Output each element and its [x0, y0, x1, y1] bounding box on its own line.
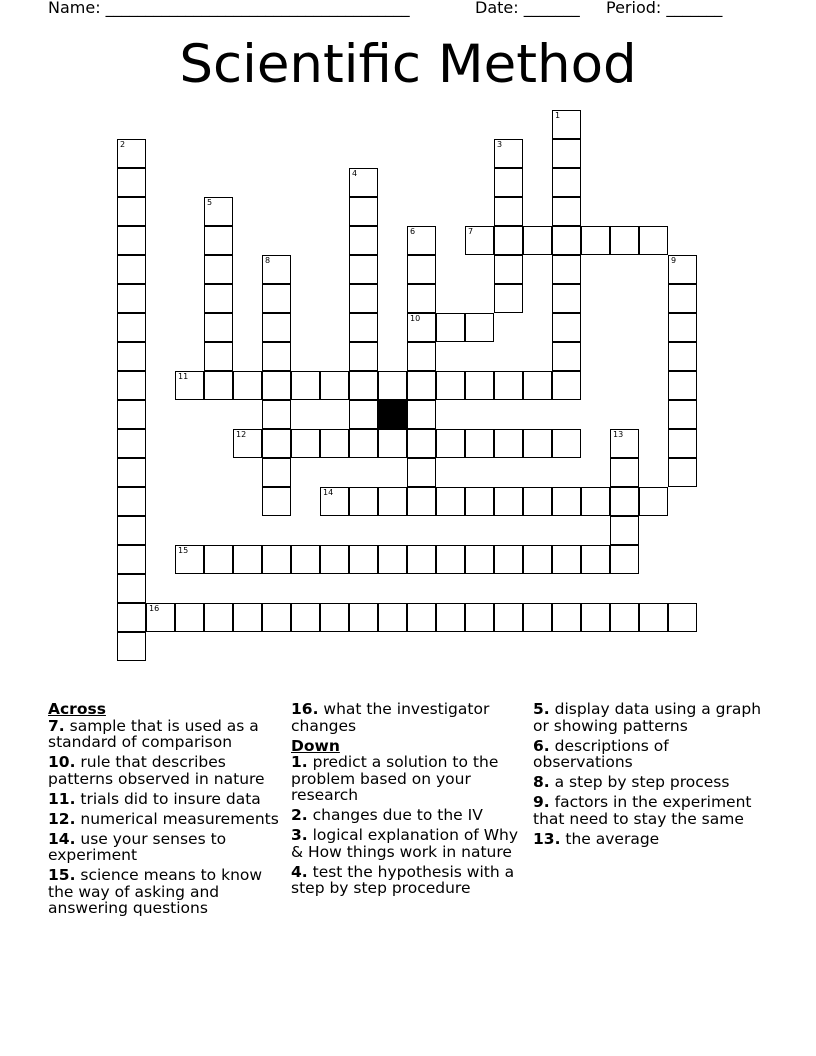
cell-number: 6: [410, 227, 416, 236]
grid-cell[interactable]: [349, 168, 378, 197]
clue-number: 8.: [533, 773, 550, 791]
grid-cell[interactable]: [523, 545, 552, 574]
clue-text: rule that describes patterns observed in nature: [48, 753, 265, 788]
grid-cell[interactable]: [117, 632, 146, 661]
grid-cell[interactable]: [552, 342, 581, 371]
grid-cell[interactable]: [494, 197, 523, 226]
grid-cell[interactable]: [117, 458, 146, 487]
grid-cell[interactable]: [117, 139, 146, 168]
clue-text: factors in the experiment that need to stay the same: [533, 793, 752, 828]
grid-cell[interactable]: [204, 255, 233, 284]
cell-number: 7: [468, 227, 474, 236]
grid-cell[interactable]: [175, 371, 204, 400]
grid-cell[interactable]: [291, 545, 320, 574]
grid-cell[interactable]: [581, 226, 610, 255]
grid-cell[interactable]: [494, 603, 523, 632]
grid-cell[interactable]: [233, 371, 262, 400]
grid-cell[interactable]: [117, 429, 146, 458]
clue-number: 11.: [48, 789, 76, 808]
grid-cell[interactable]: [117, 197, 146, 226]
grid-cell[interactable]: [204, 342, 233, 371]
grid-cell[interactable]: [668, 603, 697, 632]
grid-cell[interactable]: [552, 255, 581, 284]
grid-cell[interactable]: [204, 197, 233, 226]
clue-text: use your senses to experiment: [48, 829, 227, 864]
grid-cell[interactable]: [262, 342, 291, 371]
clue-text: logical explanation of Why & How things work in nature: [291, 826, 519, 861]
clue-number: 3.: [291, 826, 308, 844]
grid-cell[interactable]: [610, 458, 639, 487]
period-field[interactable]: Period: _______: [606, 0, 723, 17]
clue-item: [48, 754, 288, 787]
cell-number: 11: [178, 372, 189, 381]
clue-text: numerical measurements: [75, 809, 279, 828]
grid-cell[interactable]: [552, 197, 581, 226]
grid-cell[interactable]: [581, 545, 610, 574]
grid-cell[interactable]: [668, 371, 697, 400]
grid-cell[interactable]: [349, 284, 378, 313]
grid-cell[interactable]: [552, 226, 581, 255]
grid-cell[interactable]: [407, 429, 436, 458]
cell-number: 5: [207, 198, 213, 207]
clue-text: predict a solution to the problem based on your research: [291, 753, 499, 804]
clue-item: [291, 807, 531, 824]
clue-text: test the hypothesis with a step by step procedure: [291, 862, 515, 897]
grid-cell[interactable]: [523, 603, 552, 632]
grid-cell[interactable]: [494, 371, 523, 400]
grid-cell[interactable]: [407, 545, 436, 574]
clue-text: what the investigator changes: [291, 700, 490, 735]
grid-cell[interactable]: [523, 487, 552, 516]
grid-cell[interactable]: [436, 603, 465, 632]
grid-cell[interactable]: [349, 603, 378, 632]
grid-cell[interactable]: [407, 226, 436, 255]
grid-cell[interactable]: [233, 429, 262, 458]
grid-cell[interactable]: [668, 458, 697, 487]
grid-cell[interactable]: [291, 603, 320, 632]
grid-cell[interactable]: [204, 545, 233, 574]
clue-number: 14.: [48, 829, 76, 848]
grid-cell[interactable]: [523, 371, 552, 400]
cell-number: 1: [555, 111, 561, 120]
cell-number: 3: [497, 140, 503, 149]
cell-number: 14: [323, 488, 334, 497]
grid-cell[interactable]: [117, 255, 146, 284]
grid-cell[interactable]: [204, 226, 233, 255]
grid-cell[interactable]: [668, 284, 697, 313]
clue-number: 16.: [291, 700, 319, 718]
grid-cell[interactable]: [262, 603, 291, 632]
grid-cell[interactable]: [262, 313, 291, 342]
cell-number: 9: [671, 256, 677, 265]
clue-number: 6.: [533, 736, 550, 755]
grid-cell[interactable]: [668, 313, 697, 342]
clue-item: [48, 791, 288, 808]
grid-cell[interactable]: [523, 226, 552, 255]
grid-cell[interactable]: [465, 429, 494, 458]
clue-number: 1.: [291, 753, 308, 771]
grid-cell[interactable]: [262, 545, 291, 574]
clue-item: [48, 811, 288, 828]
clue-number: 15.: [48, 866, 76, 884]
grid-cell[interactable]: [349, 400, 378, 429]
cell-number: 10: [410, 314, 421, 323]
grid-cell[interactable]: [465, 487, 494, 516]
grid-cell[interactable]: [146, 603, 175, 632]
grid-cell[interactable]: [552, 284, 581, 313]
across-heading: Across: [48, 700, 106, 718]
grid-cell[interactable]: [320, 429, 349, 458]
grid-cell[interactable]: [349, 342, 378, 371]
grid-cell[interactable]: [407, 342, 436, 371]
clue-text: the average: [560, 829, 660, 848]
grid-cell[interactable]: [552, 545, 581, 574]
grid-cell[interactable]: [378, 545, 407, 574]
grid-cell[interactable]: [436, 429, 465, 458]
grid-cell[interactable]: [320, 487, 349, 516]
grid-cell[interactable]: [465, 371, 494, 400]
grid-cell[interactable]: [117, 487, 146, 516]
grid-cell[interactable]: [407, 371, 436, 400]
grid-cell[interactable]: [552, 168, 581, 197]
grid-cell[interactable]: [117, 603, 146, 632]
clue-item: [291, 827, 531, 860]
grid-cell[interactable]: [610, 226, 639, 255]
grid-cell[interactable]: [552, 371, 581, 400]
clue-item: [533, 794, 763, 827]
grid-cell[interactable]: [610, 545, 639, 574]
grid-cell[interactable]: [204, 284, 233, 313]
grid-cell[interactable]: [407, 603, 436, 632]
grid-cell[interactable]: [117, 371, 146, 400]
grid-cell[interactable]: [349, 545, 378, 574]
grid-cell[interactable]: [552, 139, 581, 168]
cell-number: 2: [120, 140, 126, 149]
grid-cell[interactable]: [204, 603, 233, 632]
date-field[interactable]: Date: _______: [475, 0, 580, 17]
grid-cell[interactable]: [262, 371, 291, 400]
clue-column-1: [48, 701, 288, 920]
grid-cell[interactable]: [494, 226, 523, 255]
grid-cell[interactable]: [610, 487, 639, 516]
grid-cell[interactable]: [117, 284, 146, 313]
grid-cell[interactable]: [117, 516, 146, 545]
grid-cell[interactable]: [668, 342, 697, 371]
clue-number: 4.: [291, 862, 308, 881]
grid-cell[interactable]: [436, 313, 465, 342]
clue-number: 9.: [533, 793, 550, 811]
grid-cell[interactable]: [320, 371, 349, 400]
grid-cell[interactable]: [494, 545, 523, 574]
grid-cell[interactable]: [262, 429, 291, 458]
clue-number: 13.: [533, 829, 561, 848]
grid-cell[interactable]: [175, 545, 204, 574]
clue-text: display data using a graph or showing patterns: [533, 700, 762, 735]
clue-item: [48, 867, 288, 917]
grid-cell[interactable]: [407, 400, 436, 429]
grid-cell[interactable]: [407, 487, 436, 516]
name-field[interactable]: Name: ______________________________________: [48, 0, 410, 17]
grid-cell[interactable]: [378, 429, 407, 458]
grid-cell[interactable]: [552, 603, 581, 632]
grid-cell[interactable]: [465, 603, 494, 632]
grid-cell[interactable]: [552, 429, 581, 458]
black-cell: [378, 400, 407, 429]
grid-cell[interactable]: [117, 226, 146, 255]
grid-cell[interactable]: [465, 313, 494, 342]
clue-item: [533, 831, 763, 848]
grid-cell[interactable]: [262, 458, 291, 487]
grid-cell[interactable]: [349, 371, 378, 400]
grid-cell[interactable]: [668, 400, 697, 429]
clue-item: [533, 701, 763, 734]
grid-cell[interactable]: [378, 371, 407, 400]
clue-number: 5.: [533, 700, 550, 718]
clue-text: science means to know the way of asking and answering questions: [48, 866, 263, 917]
grid-cell[interactable]: [639, 226, 668, 255]
grid-cell[interactable]: [204, 313, 233, 342]
grid-cell[interactable]: [494, 139, 523, 168]
clue-number: 2.: [291, 806, 308, 824]
grid-cell[interactable]: [262, 487, 291, 516]
grid-cell[interactable]: [117, 313, 146, 342]
cell-number: 8: [265, 256, 271, 265]
grid-cell[interactable]: [436, 545, 465, 574]
grid-cell[interactable]: [494, 168, 523, 197]
clue-item: [48, 718, 288, 751]
grid-cell[interactable]: [320, 603, 349, 632]
grid-cell[interactable]: [581, 603, 610, 632]
grid-cell[interactable]: [407, 313, 436, 342]
clue-item: [291, 864, 531, 897]
grid-cell[interactable]: [262, 284, 291, 313]
clue-item: [291, 701, 531, 734]
clue-text: sample that is used as a standard of comparison: [48, 716, 259, 751]
grid-cell[interactable]: [117, 342, 146, 371]
grid-cell[interactable]: [610, 429, 639, 458]
clue-column-3: [533, 701, 763, 851]
clue-number: 12.: [48, 809, 76, 828]
grid-cell[interactable]: [117, 545, 146, 574]
clue-text: a step by step process: [549, 773, 730, 791]
grid-cell[interactable]: [668, 255, 697, 284]
cell-number: 13: [613, 430, 624, 439]
grid-cell[interactable]: [291, 429, 320, 458]
grid-cell[interactable]: [610, 516, 639, 545]
grid-cell[interactable]: [378, 487, 407, 516]
grid-cell[interactable]: [262, 400, 291, 429]
clue-item: [533, 738, 763, 771]
grid-cell[interactable]: [117, 400, 146, 429]
clue-column-2: [291, 701, 531, 900]
down-heading: Down: [291, 736, 340, 755]
grid-cell[interactable]: [668, 429, 697, 458]
grid-cell[interactable]: [291, 371, 320, 400]
grid-cell[interactable]: [349, 429, 378, 458]
grid-cell[interactable]: [494, 429, 523, 458]
cell-number: 16: [149, 604, 160, 613]
clue-item: [48, 831, 288, 864]
grid-cell[interactable]: [639, 603, 668, 632]
grid-cell[interactable]: [407, 255, 436, 284]
grid-cell[interactable]: [552, 110, 581, 139]
cell-number: 15: [178, 546, 189, 555]
grid-cell[interactable]: [436, 487, 465, 516]
grid-cell[interactable]: [436, 371, 465, 400]
grid-cell[interactable]: [320, 545, 349, 574]
grid-cell[interactable]: [175, 603, 204, 632]
cell-number: 12: [236, 430, 247, 439]
clue-number: 7.: [48, 716, 65, 735]
grid-cell[interactable]: [349, 313, 378, 342]
grid-cell[interactable]: [233, 545, 262, 574]
grid-cell[interactable]: [494, 284, 523, 313]
grid-cell[interactable]: [378, 603, 407, 632]
clue-item: [533, 774, 763, 791]
grid-cell[interactable]: [117, 574, 146, 603]
grid-cell[interactable]: [465, 226, 494, 255]
grid-cell[interactable]: [552, 313, 581, 342]
clue-text: changes due to the IV: [307, 806, 483, 824]
page-title: Scientific Method: [179, 34, 637, 95]
grid-cell[interactable]: [407, 458, 436, 487]
grid-cell[interactable]: [233, 603, 262, 632]
grid-cell[interactable]: [349, 226, 378, 255]
grid-cell[interactable]: [407, 284, 436, 313]
grid-cell[interactable]: [552, 487, 581, 516]
grid-cell[interactable]: [465, 545, 494, 574]
clue-text: trials did to insure data: [75, 789, 261, 808]
grid-cell[interactable]: [523, 429, 552, 458]
clue-item: [291, 754, 531, 804]
grid-cell[interactable]: [349, 487, 378, 516]
grid-cell[interactable]: [639, 487, 668, 516]
cell-number: 4: [352, 169, 358, 178]
grid-cell[interactable]: [262, 255, 291, 284]
grid-cell[interactable]: [204, 371, 233, 400]
grid-cell[interactable]: [610, 603, 639, 632]
clue-text: descriptions of observations: [533, 736, 669, 771]
grid-cell[interactable]: [117, 168, 146, 197]
grid-cell[interactable]: [581, 487, 610, 516]
clue-number: 10.: [48, 753, 76, 771]
grid-cell[interactable]: [349, 255, 378, 284]
grid-cell[interactable]: [349, 197, 378, 226]
grid-cell[interactable]: [494, 255, 523, 284]
grid-cell[interactable]: [494, 487, 523, 516]
